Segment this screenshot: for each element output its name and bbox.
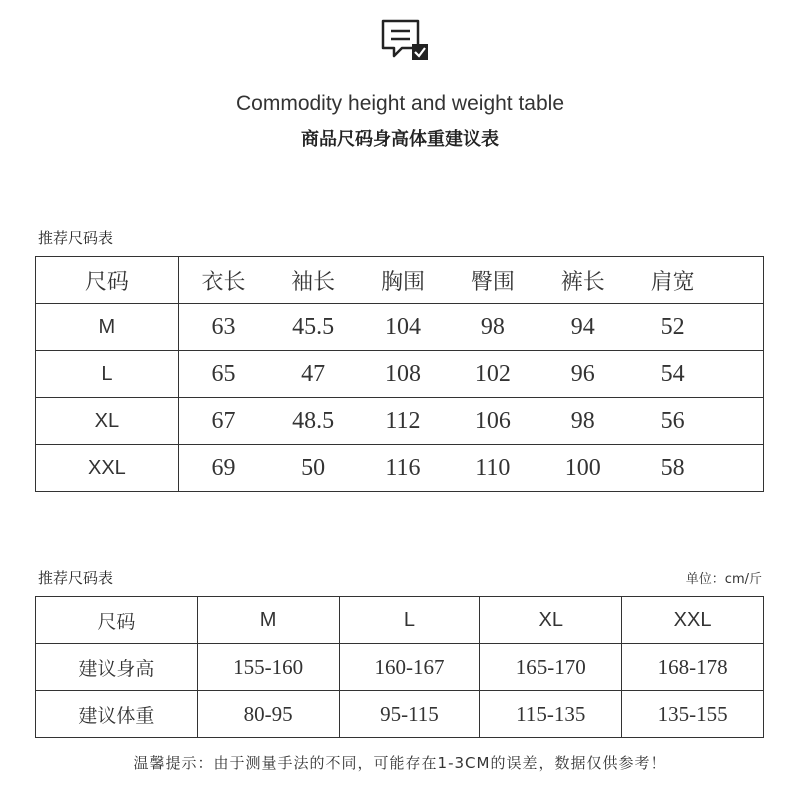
table-header-row xyxy=(36,257,764,304)
page-title-cn: 商品尺码身高体重建议表 xyxy=(301,129,499,150)
table-cell: 104 xyxy=(358,304,448,351)
table-row xyxy=(36,398,764,445)
table-cell: 168-178 xyxy=(622,644,764,691)
table-cell: 58 xyxy=(628,445,718,492)
header-cell: 臀围 xyxy=(448,257,538,304)
table-cell: 67 xyxy=(178,398,268,445)
table-cell: 52 xyxy=(628,304,718,351)
table-cell: 47 xyxy=(268,351,358,398)
empty-cell xyxy=(718,304,764,351)
table-row xyxy=(36,691,764,738)
header-cell: XXL xyxy=(622,597,764,644)
table-cell: 115-135 xyxy=(480,691,622,738)
empty-cell xyxy=(718,445,764,492)
row-label: 建议体重 xyxy=(36,691,198,738)
table-row xyxy=(36,351,764,398)
table-cell: 63 xyxy=(178,304,268,351)
table-cell: 106 xyxy=(448,398,538,445)
empty-cell xyxy=(718,351,764,398)
size-cell: M xyxy=(36,304,179,351)
recommend-table-caption: 推荐尺码表 xyxy=(38,569,114,587)
table-cell: 98 xyxy=(538,398,628,445)
header-cell: 胸围 xyxy=(358,257,448,304)
size-cell: L xyxy=(36,351,179,398)
empty-cell xyxy=(718,257,764,304)
header-cell: 袖长 xyxy=(268,257,358,304)
table-cell: 96 xyxy=(538,351,628,398)
table-cell: 116 xyxy=(358,445,448,492)
header-cell: XL xyxy=(480,597,622,644)
table-row xyxy=(36,445,764,492)
size-cell: XL xyxy=(36,398,179,445)
table-cell: 155-160 xyxy=(197,644,339,691)
header-cell: M xyxy=(197,597,339,644)
table-cell: 54 xyxy=(628,351,718,398)
table-cell: 165-170 xyxy=(480,644,622,691)
table-cell: 48.5 xyxy=(268,398,358,445)
table-cell: 56 xyxy=(628,398,718,445)
table-header-row xyxy=(36,597,764,644)
size-table xyxy=(35,256,764,492)
table-cell: 50 xyxy=(268,445,358,492)
table-cell: 112 xyxy=(358,398,448,445)
unit-label: 单位：cm/斤 xyxy=(685,572,762,587)
page-title-en: Commodity height and weight table xyxy=(235,92,565,115)
recommend-table xyxy=(35,596,764,738)
table-cell: 98 xyxy=(448,304,538,351)
header-cell: 裤长 xyxy=(538,257,628,304)
measurement-note: 温馨提示：由于测量手法的不同，可能存在1-3CM的误差，数据仅供参考！ xyxy=(133,754,667,772)
table-cell: 69 xyxy=(178,445,268,492)
chat-check-icon xyxy=(380,18,432,64)
size-table-caption: 推荐尺码表 xyxy=(38,229,114,247)
table-row xyxy=(36,304,764,351)
table-cell: 110 xyxy=(448,445,538,492)
table-cell: 45.5 xyxy=(268,304,358,351)
header-cell: L xyxy=(339,597,480,644)
header-cell: 尺码 xyxy=(36,597,198,644)
table-cell: 135-155 xyxy=(622,691,764,738)
size-cell: XXL xyxy=(36,445,179,492)
header-cell: 衣长 xyxy=(178,257,268,304)
header-cell: 尺码 xyxy=(36,257,179,304)
table-cell: 160-167 xyxy=(339,644,480,691)
table-cell: 102 xyxy=(448,351,538,398)
table-cell: 80-95 xyxy=(197,691,339,738)
row-label: 建议身高 xyxy=(36,644,198,691)
empty-cell xyxy=(718,398,764,445)
table-cell: 95-115 xyxy=(339,691,480,738)
table-cell: 100 xyxy=(538,445,628,492)
table-cell: 94 xyxy=(538,304,628,351)
table-cell: 108 xyxy=(358,351,448,398)
header-cell: 肩宽 xyxy=(628,257,718,304)
table-cell: 65 xyxy=(178,351,268,398)
table-row xyxy=(36,644,764,691)
